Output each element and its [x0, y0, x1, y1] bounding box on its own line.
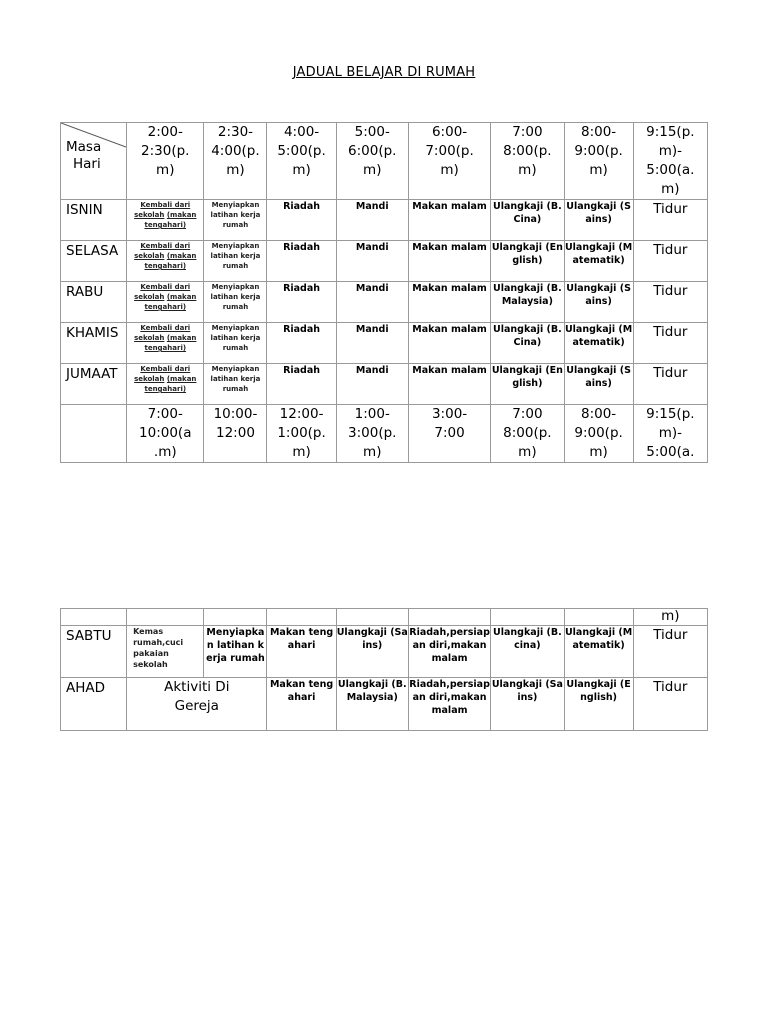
activity-cell: Ulangkaji (Matematik)	[564, 241, 633, 282]
schedule-row	[61, 364, 708, 405]
schedule-row	[61, 241, 708, 282]
schedule-row	[61, 282, 708, 323]
activity-cell: Makan malam	[408, 241, 490, 282]
day-label: JUMAAT	[61, 364, 127, 405]
time-header: 2:30- 4:00(p. m)	[204, 123, 267, 200]
activity-cell: Riadah	[267, 282, 336, 323]
activity-cell: Menyiapkan latihan kerja rumah	[204, 323, 267, 364]
activity-cell: Ulangkaji (B.cina)	[491, 626, 564, 678]
activity-cell: Menyiapkan latihan kerja rumah	[204, 364, 267, 405]
activity-cell: Makan malam	[408, 282, 490, 323]
schedule-row	[61, 323, 708, 364]
time-header: 10:00- 12:00	[204, 405, 267, 463]
activity-cell: Riadah	[267, 364, 336, 405]
time-header: 2:00- 2:30(p. m)	[127, 123, 204, 200]
empty-cell	[564, 609, 633, 626]
time-header: 9:15(p. m)- 5:00(a.	[633, 405, 707, 463]
activity-cell: Ulangkaji (English)	[564, 678, 633, 731]
page-title: JADUAL BELAJAR DI RUMAH	[292, 65, 476, 80]
activity-cell: Ulangkaji (Sains)	[564, 200, 633, 241]
header-row	[61, 123, 708, 200]
empty-cell	[267, 609, 336, 626]
activity-cell: Riadah	[267, 241, 336, 282]
weekend-time-row	[61, 405, 708, 463]
day-label: ISNIN	[61, 200, 127, 241]
empty-cell	[491, 609, 564, 626]
empty-cell	[61, 405, 127, 463]
activity-cell: Ulangkaji (Sains)	[336, 626, 408, 678]
time-header: 8:00- 9:00(p. m)	[564, 123, 633, 200]
empty-cell	[204, 609, 267, 626]
activity-cell: Ulangkaji (Sains)	[491, 678, 564, 731]
time-continuation: m)	[633, 609, 707, 626]
activity-cell: Ulangkaji (Matematik)	[564, 323, 633, 364]
activity-cell: Ulangkaji (English)	[491, 241, 564, 282]
activity-cell: Ulangkaji (Matematik)	[564, 626, 633, 678]
activity-cell: Menyiapkan latihan kerja rumah	[204, 282, 267, 323]
activity-cell: Tidur	[633, 678, 707, 731]
activity-cell: Tidur	[633, 364, 707, 405]
empty-cell	[61, 609, 127, 626]
activity-cell: Makan tengahari	[267, 678, 336, 731]
activity-cell: Menyiapkan latihan kerja rumah	[204, 241, 267, 282]
masa-label: Masa	[66, 139, 102, 155]
activity-cell: Ulangkaji (B.Cina)	[491, 200, 564, 241]
time-header: 8:00- 9:00(p. m)	[564, 405, 633, 463]
time-header: 4:00- 5:00(p. m)	[267, 123, 336, 200]
activity-cell: Menyiapkan latihan kerja rumah	[204, 200, 267, 241]
activity-cell: Kembali dari sekolah (makan tengahari)	[127, 282, 204, 323]
activity-cell: Ulangkaji (Sains)	[564, 364, 633, 405]
activity-cell: Kembali dari sekolah (makan tengahari)	[127, 323, 204, 364]
activity-cell: Makan malam	[408, 200, 490, 241]
time-continuation-row	[61, 609, 708, 626]
activity-cell: Kembali dari sekolah (makan tengahari)	[127, 200, 204, 241]
time-header: 7:00- 10:00(a .m)	[127, 405, 204, 463]
activity-cell: Kemas rumah,cuci pakaian sekolah	[127, 626, 204, 678]
empty-cell	[127, 609, 204, 626]
activity-cell: Ulangkaji (B.Malaysia)	[336, 678, 408, 731]
activity-cell: Menyiapkan latihan kerja rumah	[204, 626, 267, 678]
time-header: 9:15(p. m)- 5:00(a. m)	[633, 123, 707, 200]
activity-cell-merged: Aktiviti Di Gereja	[127, 678, 267, 731]
masa-hari-corner-cell	[61, 123, 127, 200]
time-header: 7:00 8:00(p. m)	[491, 405, 564, 463]
day-label: KHAMIS	[61, 323, 127, 364]
schedule-row	[61, 678, 708, 731]
activity-cell: Riadah	[267, 323, 336, 364]
empty-cell	[336, 609, 408, 626]
activity-cell: Riadah,persiapan diri,makan malam	[408, 626, 490, 678]
activity-cell: Mandi	[336, 282, 408, 323]
activity-cell: Tidur	[633, 241, 707, 282]
activity-cell: Riadah	[267, 200, 336, 241]
weekend-schedule-table	[60, 608, 708, 731]
activity-cell: Makan malam	[408, 323, 490, 364]
schedule-row	[61, 626, 708, 678]
activity-cell: Ulangkaji (Sains)	[564, 282, 633, 323]
time-header: 12:00- 1:00(p. m)	[267, 405, 336, 463]
activity-cell: Mandi	[336, 364, 408, 405]
activity-cell: Kembali dari sekolah (makan tengahari)	[127, 364, 204, 405]
activity-cell: Makan tengahari	[267, 626, 336, 678]
activity-cell: Riadah,persiapan diri,makan malam	[408, 678, 490, 731]
activity-cell: Makan malam	[408, 364, 490, 405]
time-header: 3:00- 7:00	[408, 405, 490, 463]
activity-cell: Ulangkaji (B.Cina)	[491, 323, 564, 364]
hari-label: Hari	[73, 156, 101, 172]
day-label: SELASA	[61, 241, 127, 282]
activity-cell: Kembali dari sekolah (makan tengahari)	[127, 241, 204, 282]
schedule-row	[61, 200, 708, 241]
day-label: AHAD	[61, 678, 127, 731]
empty-cell	[408, 609, 490, 626]
activity-cell: Mandi	[336, 323, 408, 364]
activity-cell: Tidur	[633, 323, 707, 364]
activity-cell: Tidur	[633, 200, 707, 241]
day-label: SABTU	[61, 626, 127, 678]
activity-cell: Ulangkaji (B.Malaysia)	[491, 282, 564, 323]
time-header: 7:00 8:00(p. m)	[491, 123, 564, 200]
activity-cell: Tidur	[633, 626, 707, 678]
time-header: 6:00- 7:00(p. m)	[408, 123, 490, 200]
activity-cell: Ulangkaji (English)	[491, 364, 564, 405]
day-label: RABU	[61, 282, 127, 323]
time-header: 5:00- 6:00(p. m)	[336, 123, 408, 200]
weekday-schedule-table	[60, 122, 708, 463]
activity-cell: Mandi	[336, 241, 408, 282]
activity-cell: Mandi	[336, 200, 408, 241]
activity-cell: Tidur	[633, 282, 707, 323]
time-header: 1:00- 3:00(p. m)	[336, 405, 408, 463]
